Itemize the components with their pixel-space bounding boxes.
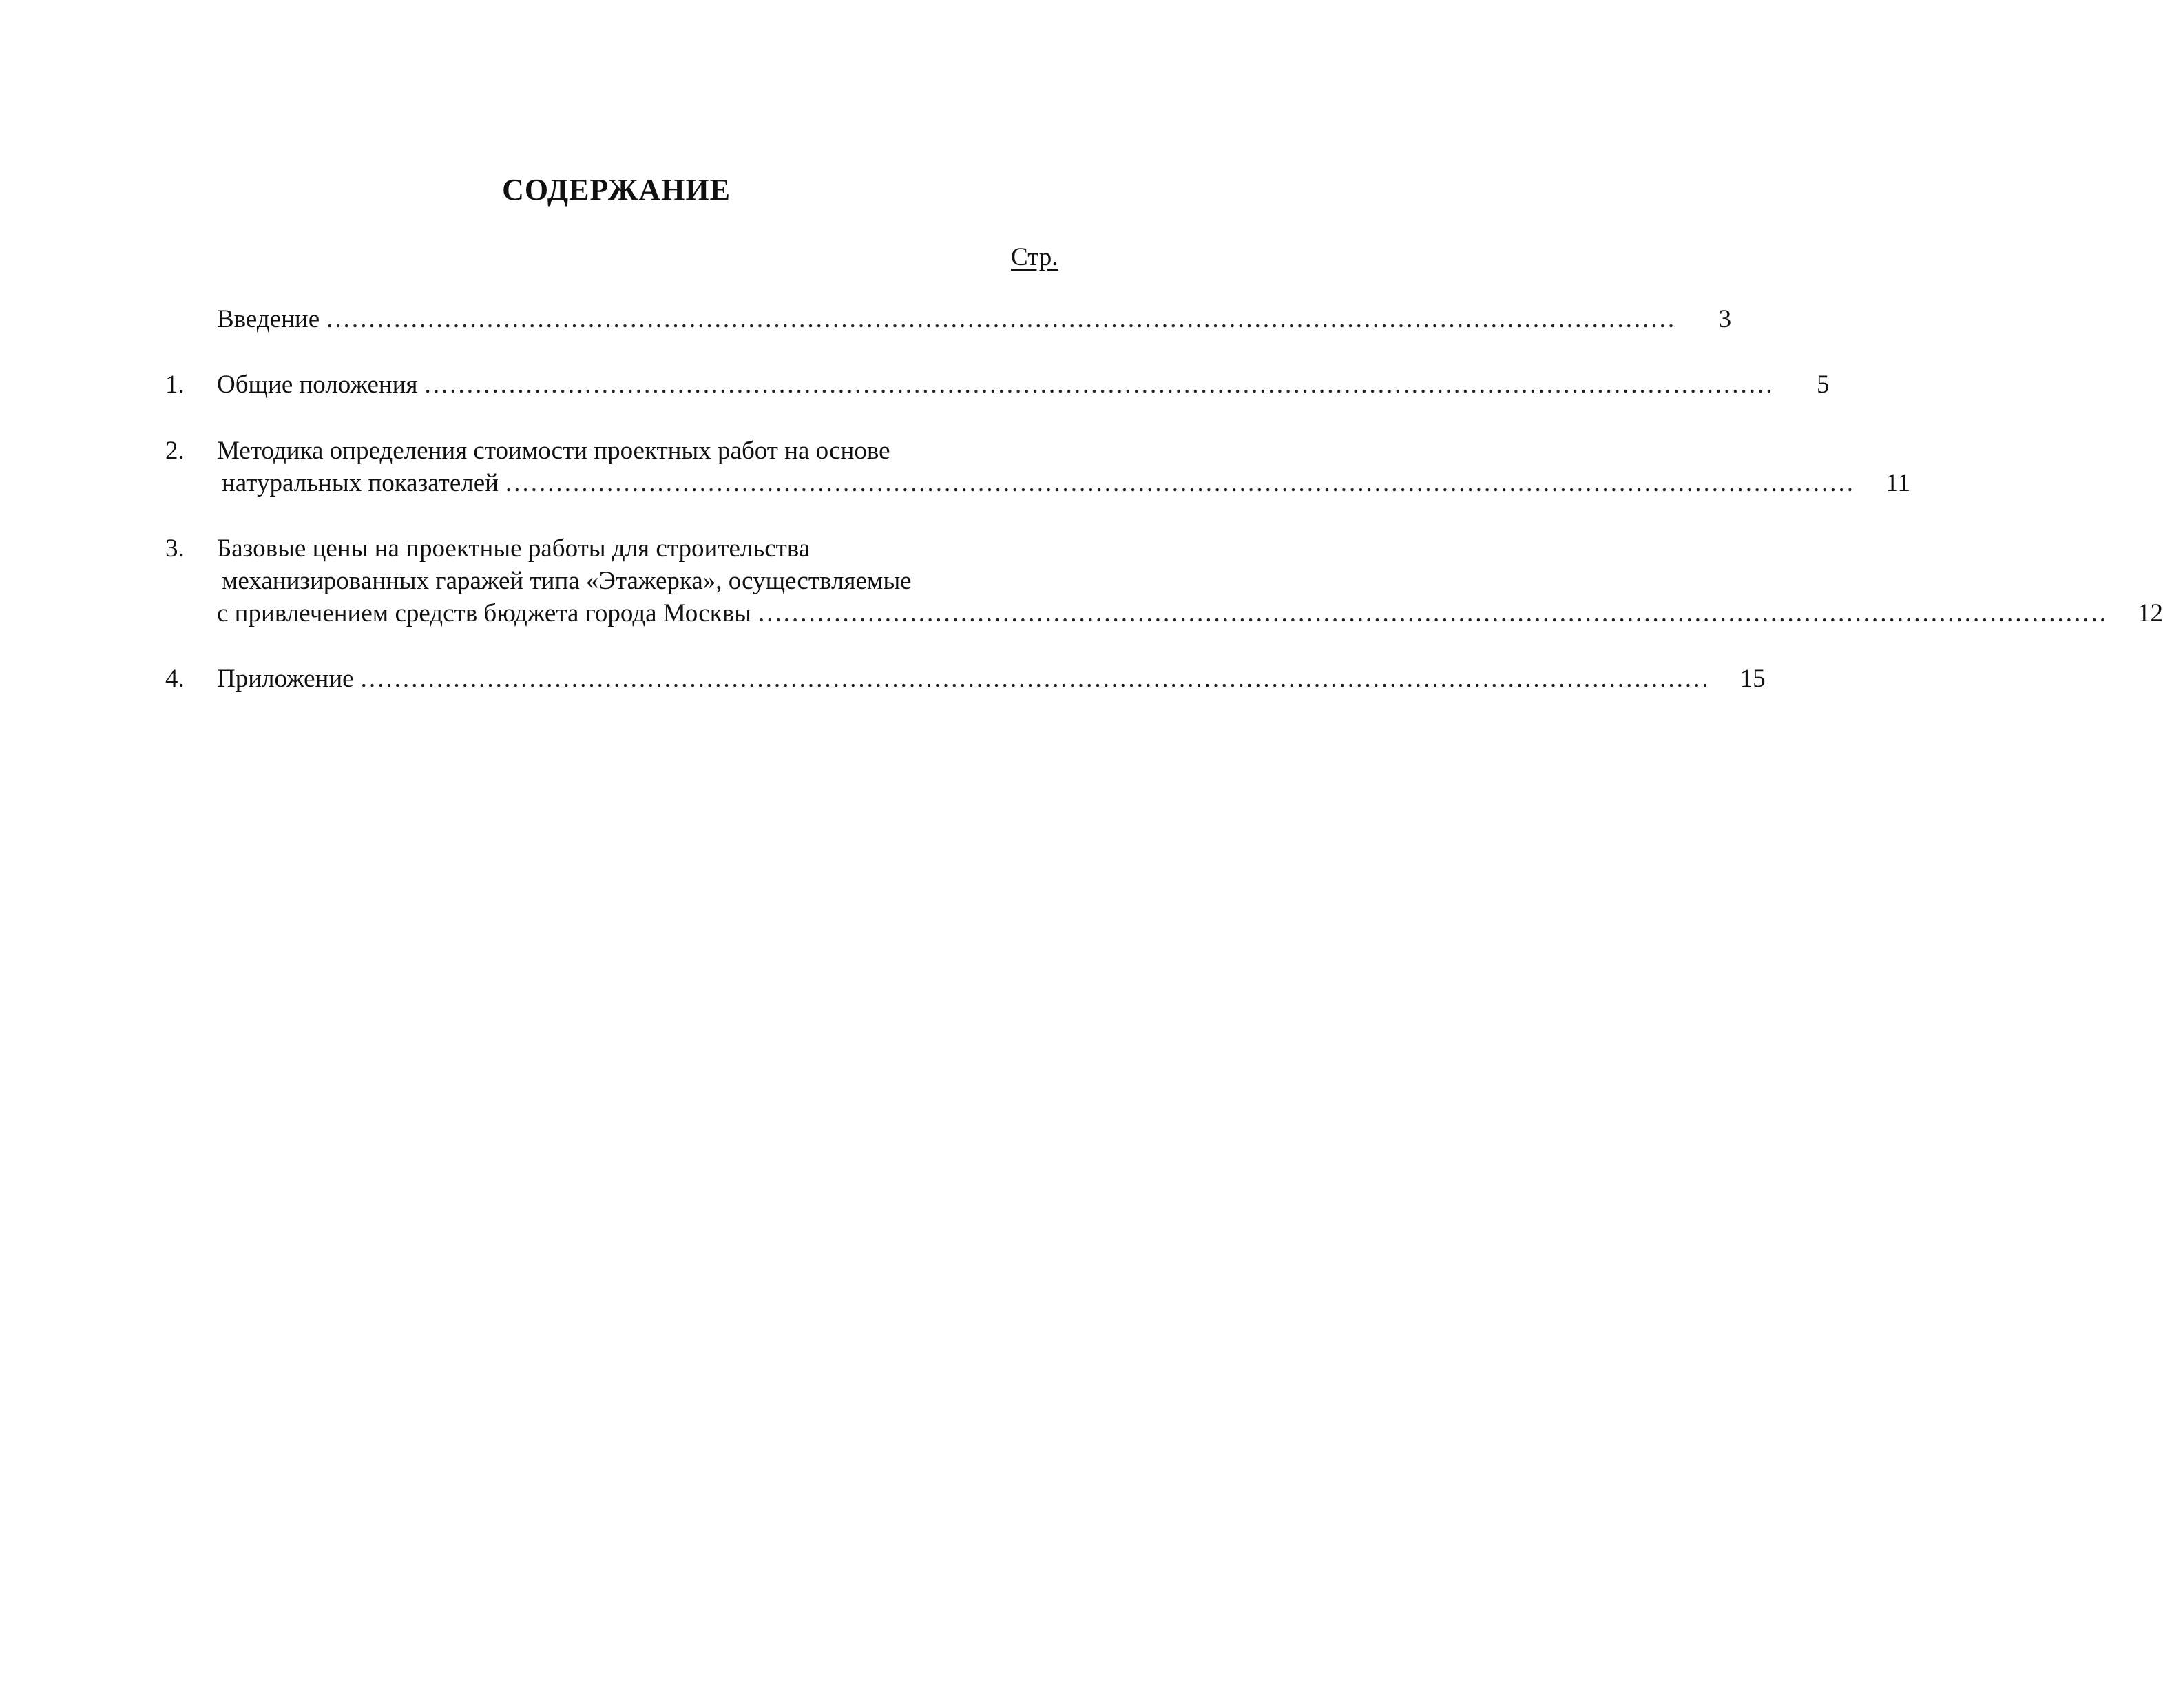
toc-entry-title-line-2: механизированных гаражей типа «Этажерка», осуществляемые (222, 567, 912, 595)
toc-entry-introduction[interactable] (165, 303, 1732, 335)
page-title: СОДЕРЖАНИЕ (502, 173, 731, 207)
toc-line (165, 467, 1910, 499)
toc-line (165, 368, 1830, 401)
toc-entry-3[interactable] (165, 532, 2163, 629)
toc-leader-dots: ................................................................................................................................................................ (505, 469, 1855, 497)
toc-page-number: 3 (1718, 305, 1732, 333)
toc-page-number: 11 (1885, 469, 1910, 497)
toc-entry-number: 1. (165, 371, 185, 399)
page-column-header: Стр. (1011, 243, 1058, 271)
toc-page-number: 15 (1739, 665, 1766, 693)
toc-entry-title: Приложение (217, 665, 354, 693)
toc-leader-dots: ................................................................................................................................................................ (360, 665, 1711, 693)
toc-line (165, 435, 1060, 467)
toc-leader-dots: ................................................................................................................................................................ (757, 599, 2108, 627)
toc-line (165, 597, 2163, 629)
toc-line (165, 565, 1060, 597)
toc-entry-title: Введение (217, 305, 320, 333)
toc-leader-dots: ................................................................................................................................................................ (424, 371, 1775, 399)
table-of-contents (165, 303, 2163, 693)
toc-entry-number: 2. (165, 437, 185, 465)
toc-entry-4[interactable] (165, 663, 1766, 695)
toc-entry-1[interactable] (165, 368, 1830, 401)
toc-entry-title-line-1: Методика определения стоимости проектных работ на основе (217, 437, 890, 465)
toc-leader-dots: ................................................................................................................................................................ (326, 305, 1677, 333)
toc-entry-title-line-3: с привлечением средств бюджета города Москвы (217, 599, 751, 627)
toc-entry-number: 3. (165, 534, 185, 563)
toc-line (165, 663, 1766, 695)
toc-entry-2[interactable] (165, 435, 1910, 499)
toc-entry-title: Общие положения (217, 371, 418, 399)
toc-page-number: 5 (1816, 371, 1830, 399)
toc-entry-title-line-2: натуральных показателей (222, 469, 499, 497)
toc-entry-number: 4. (165, 665, 185, 693)
toc-line (165, 303, 1732, 335)
toc-entry-title-line-1: Базовые цены на проектные работы для строительства (217, 534, 811, 563)
toc-line (165, 532, 1060, 565)
toc-page-number: 12 (2137, 599, 2163, 627)
